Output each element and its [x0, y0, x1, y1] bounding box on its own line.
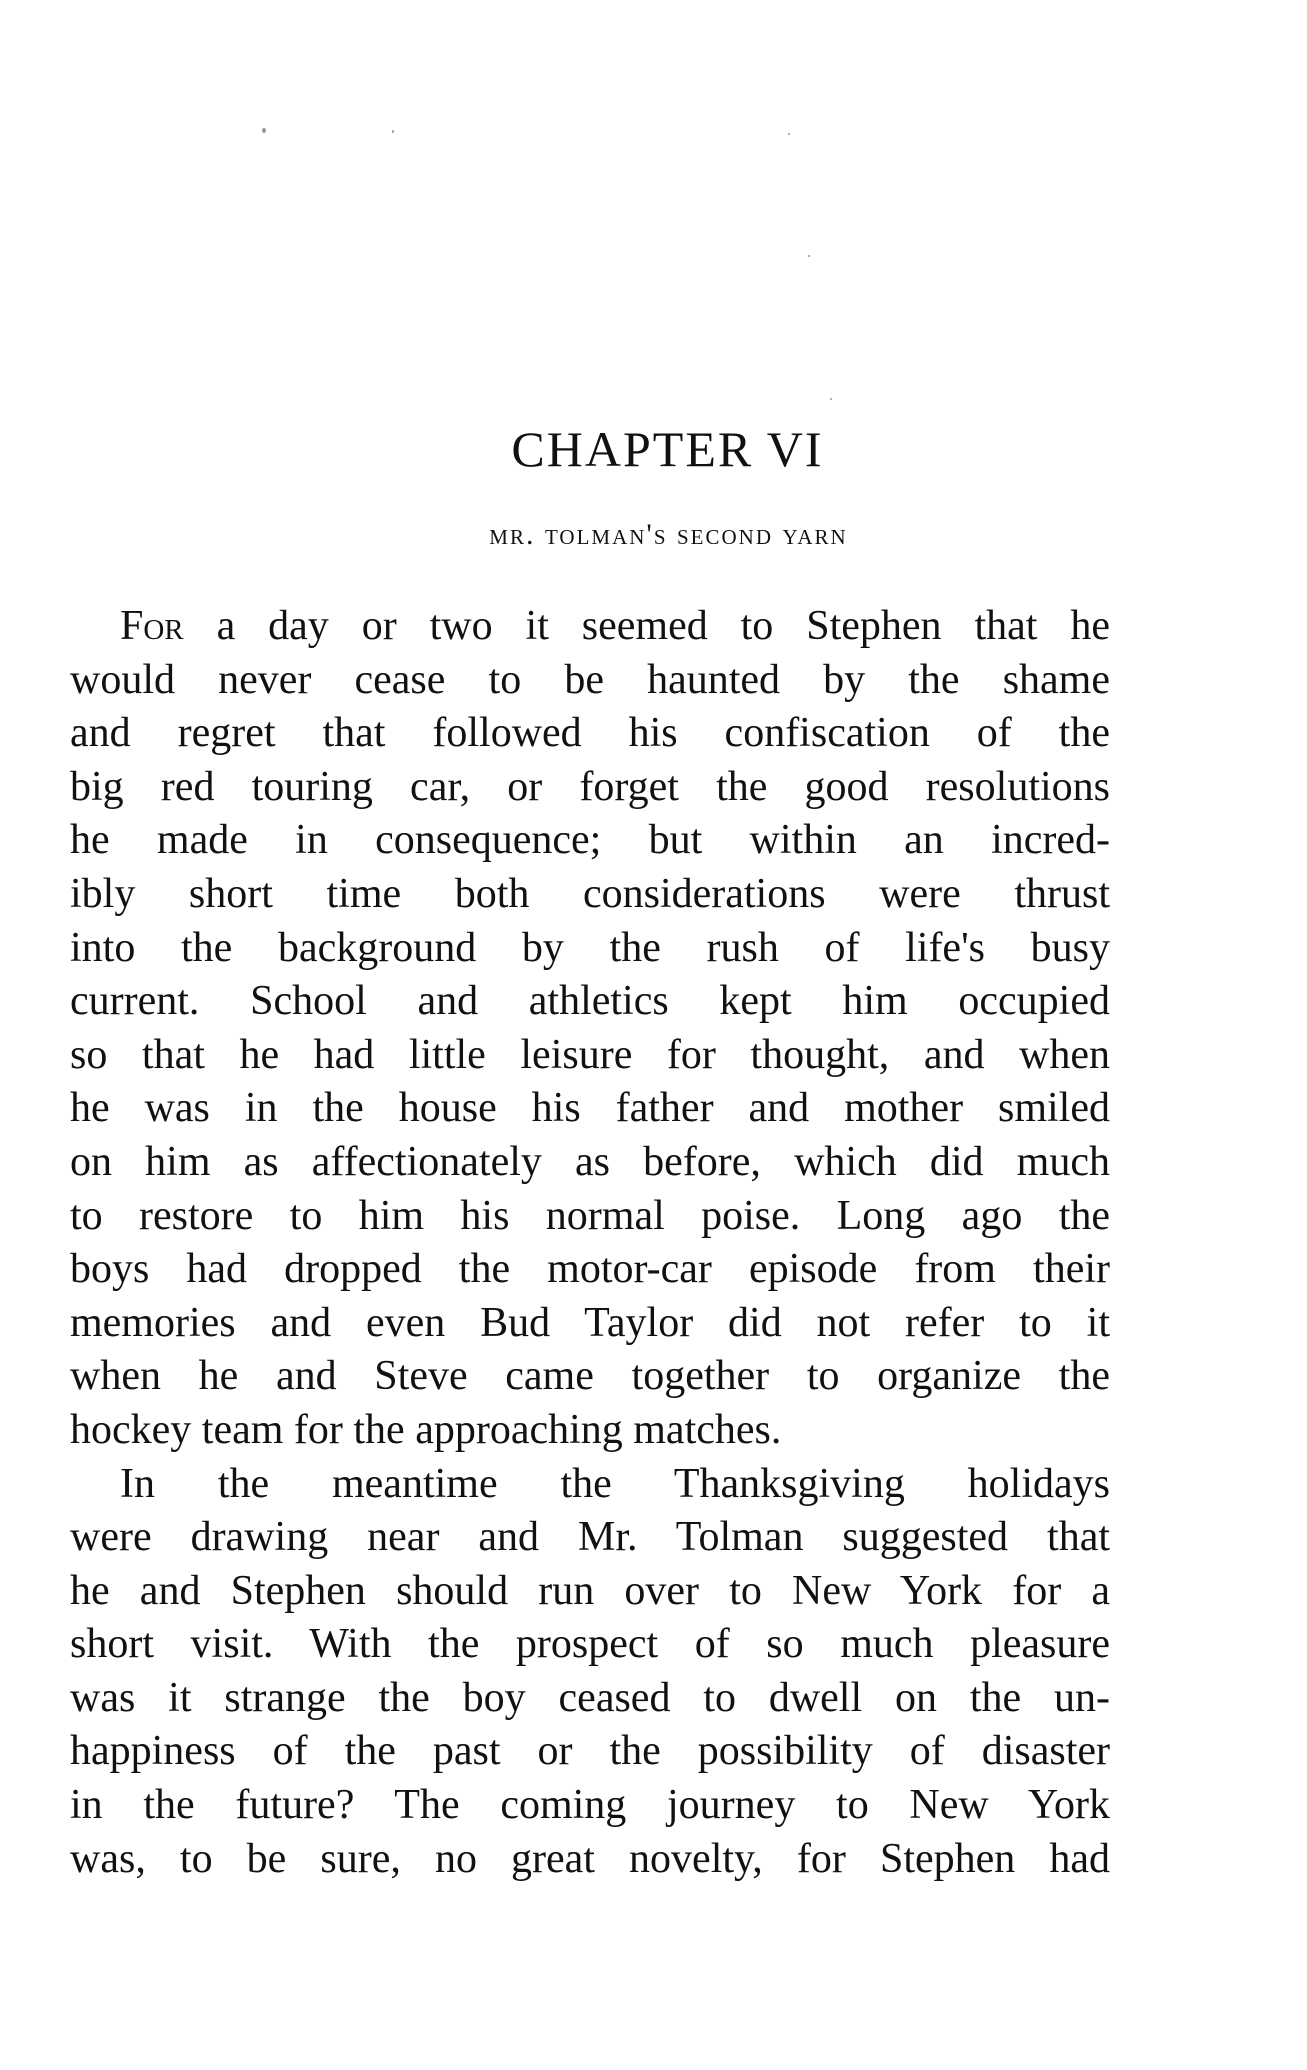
text-line: into the background by the rush of life's busy	[70, 924, 1110, 971]
text-line: hockey team for the approaching matches.	[70, 1406, 782, 1453]
text-line: in the future? The coming journey to New York	[70, 1782, 1110, 1829]
chapter-title: CHAPTER VI	[511, 421, 824, 477]
body-text	[70, 600, 1110, 1886]
paper-speck	[262, 128, 266, 133]
text-line: on him as affectionately as before, which did much	[70, 1138, 1110, 1185]
text-line: would never cease to be haunted by the shame	[70, 656, 1110, 703]
text-line: short visit. With the prospect of so much pleasure	[70, 1621, 1110, 1668]
text-line: happiness of the past or the possibility of disaster	[70, 1728, 1110, 1775]
paper-speck	[808, 255, 810, 257]
text-line: to restore to him his normal poise. Long ago the	[70, 1192, 1110, 1239]
text-line: he and Stephen should run over to New York for a	[70, 1567, 1110, 1614]
text-line: big red touring car, or forget the good resolutions	[70, 763, 1110, 810]
text-line: he made in consequence; but within an incred-	[70, 817, 1110, 864]
chapter-subtitle: mr. tolman's second yarn	[489, 518, 848, 551]
text-line: was, to be sure, no great novelty, for Stephen had	[70, 1835, 1110, 1882]
text-line: he was in the house his father and mother smiled	[70, 1085, 1110, 1132]
paper-speck	[392, 130, 394, 133]
paper-speck	[830, 398, 832, 400]
text-line: so that he had little leisure for thought, and when	[70, 1031, 1110, 1078]
text-line: boys had dropped the motor-car episode from their	[70, 1246, 1110, 1293]
text-line: ibly short time both considerations were thrust	[70, 870, 1110, 917]
paper-speck	[788, 133, 790, 135]
text-line: when he and Steve came together to organize the	[70, 1353, 1110, 1400]
text-line: were drawing near and Mr. Tolman suggested that	[70, 1514, 1110, 1561]
text-line: was it strange the boy ceased to dwell on the un-	[70, 1674, 1110, 1721]
text-line: and regret that followed his confiscation of the	[70, 710, 1110, 757]
text-line: current. School and athletics kept him occupied	[70, 978, 1110, 1025]
line-text: a day or two it seemed to Stephen that he	[183, 603, 1110, 649]
small-caps-opening-word: For	[120, 603, 184, 649]
text-line	[70, 600, 1110, 654]
text-line: In the meantime the Thanksgiving holidays	[120, 1460, 1110, 1507]
text-line: memories and even Bud Taylor did not refer to it	[70, 1299, 1110, 1346]
